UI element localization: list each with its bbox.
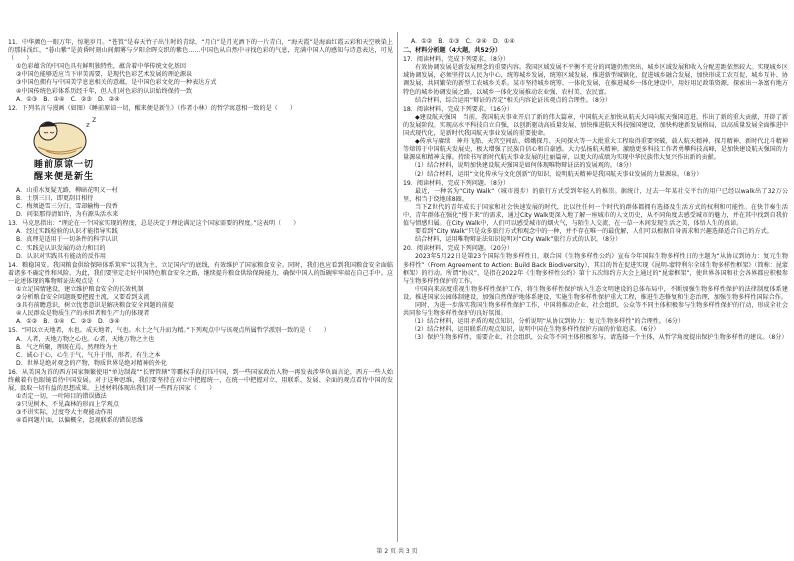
- q14-stem: 14．粮稳国安。我国粮食供给保障体系筑牢“以我为主、立足国内”的底线，有效维护了国家粮食安全。同时，我们也应看到我国粮食安全面临着诸多不确定性和风险。为此，我们要坚定走好中国特色粮食安全之路，继续提升粮食供给保障能力，确保中国人的饭碗牢牢端在自己手中。这一论述体现的唯物辩证法观点是（ ）: [8, 261, 393, 285]
- q17-material: 有效协调发展是新发展理念的重要内容。我国区域发展不平衡不充分的问题仍然突出，城乡区域发展和收入分配差距依然较大。实现城乡区域协调发展，必须坚持以人民为中心，统筹城乡发展，统筹区域发展，推进新型城镇化，促进城乡融合发展，加快形成工农互促、城乡互补、协调发展、共同繁荣的新型工农城乡关系。某市坚持城乡统筹、一体化发展，在推进城乡一体化建设中，用好用足政策资源，探索出一条富有地方特色的城乡协调发展之路，以城乡一体化发展推动农业强、农村美、农民富。: [403, 64, 788, 96]
- q20-requirement-1: （1）结合材料，运用矛盾的观点知识，分析说明“从协议到协力：复元生物多样性”的合理性。（6分）: [411, 318, 685, 326]
- q11-option-4: ④中国传统色彩体系历经千年，但人们对色彩的认识始终保持一致: [16, 87, 193, 95]
- column-divider: [397, 32, 398, 542]
- q16-option-4: ④看问题片面，以偏概全，忽视联系的错误思维: [16, 417, 144, 425]
- q11-option-3: ③中国色拥有与中国美学息息相关的意蕴，是中国色彩文化的一种表达方式: [16, 79, 217, 87]
- q14-option-2: ②分析粮食安全问题既要把握主流，又要看到支流: [16, 294, 150, 302]
- q16-choices: A．①② B．①③ C．②④ D．①④: [411, 38, 515, 45]
- q13-option-c: C．实践是认识发展的动力和目的: [16, 244, 106, 252]
- q20-requirement-3: （3）保护生物多样性，需要企业、社会组织、公众等不同主体积极参与。请选择一个主体，从哲学角度提出保护生物多样性的建议。（8分）: [411, 334, 788, 342]
- q13-option-b: B．真理是适用于一切条件的科学认识: [16, 236, 118, 244]
- q20-material-1: 2023年5月22日是第23个国际生物多样性日，联合国《生物多样性公约》宣布今年国际生物多样性日的主题为“从协议到协力：复元生物多样性”（From Agreement to Action: Build Back Biodiversity），其目的旨在促进实现《昆明-蒙特利尔全球生物多样性框架》（简称：昆蒙框架）的行动。所谓“协议”，是指在2022年《生物多样性公约》第十五次缔约方大会上通过的“昆蒙框架”，使世界各国和社会各界都应积极参与生物多样性保护的工作。: [403, 253, 788, 285]
- q14-option-4: ④人民群众是物质生产的承担者和生产力的体现者: [16, 310, 150, 318]
- cartoon-illustration: [26, 115, 136, 185]
- q11-option-2: ②中国色能够适应当下审美需要，是现代色彩艺术发展的理论源泉: [16, 71, 193, 79]
- q12-option-c: C．梅须逊雪三分白，雪却输梅一段香: [16, 203, 118, 211]
- right-column: [403, 38, 788, 342]
- q13-option-a: A．经过实践检验的认识才能指导实践: [16, 228, 118, 236]
- q14-option-1: ①立足国情建设，建立维护粮食安全的长效机制: [16, 285, 144, 293]
- q14-choices: A．①② B．①④ C．②③ D．③④: [16, 318, 120, 326]
- q11-stem: 11．中华颜色一眼万年，惊艳岁月。“苍筤”是春天竹子出生时的青绿，“月白”是月光洒下的一片青白，“海天霞”是海面红霞云彩和天空映染上的那抹浅红，“暮山紫”是黄昏时刻山间烟雾与夕阳余晖交织的紫色……中国色从自然中寻找色彩的气息，充满中国人的感知与诗意表达，可见（ ）: [8, 39, 393, 63]
- q12-option-a: A．山重水复疑无路，柳暗花明又一村: [16, 186, 118, 194]
- q14-option-3: ③具有前瞻意识，树立忧患意识是解决粮食安全问题的前提: [16, 302, 174, 310]
- q11-choices: A．①③ B．①④ C．②③ D．②④: [16, 95, 120, 103]
- sleeping-child-cartoon: [26, 115, 136, 161]
- q20-requirement-2: （2）结合材料，运用联系的观点知识，说明中国在生物多样性保护方面的价值追求。（6分）: [411, 326, 660, 334]
- svg-text:z: z: [92, 114, 97, 124]
- cartoon-caption-line2: 醒来便是新生: [34, 171, 95, 182]
- q11-option-1: ①色彩蕴含的中国色具有鲜明独特性，蕴含着中华传统文化基因: [16, 63, 186, 71]
- q15-option-c: C．诚心于心，心生于气，气升于形，形者，有生之本: [16, 351, 161, 359]
- q15-option-d: D．世界是绝对观念的产物，物质世界是绝对精神的外化: [16, 359, 167, 367]
- q13-option-d: D．认识对实践具有能动的反作用: [16, 252, 107, 260]
- q19-material-3: 要看到“City Walk”只是众多旅行方式和观念中的一种，并不存在唯一的最优解，人们可以根据自身需求和兴趣选择适合自己的方式。: [415, 228, 773, 236]
- q12-stem: 12．下列名言与漫画（如图）《睡前原谅一切，醒来便是新生》（作者小林）的哲学寓意相一致的是（ ）: [8, 104, 297, 112]
- q18-requirement-1: （1）结合材料，说明加快建设航天强国是如何体现唯物辩证法的发展观的。（8分）: [411, 162, 636, 170]
- cartoon-caption-line1: 睡前原谅一切: [34, 159, 95, 170]
- q19-material-1: 最近，一种名为“City Walk”（城市漫步）的旅行方式受到年轻人的推崇。据统计，过去一年某社交平台的用户已经以walk出了32万公里，相当于绕地球8圈。: [403, 187, 788, 203]
- q15-option-a: A．人者，天地万物之心也。心者，天地万物之主也: [16, 335, 155, 343]
- q20-material-2: 中国向来高度重视生物多样性保护工作，将生物多样性保护纳入生态文明建设的总体布局中，不断加强生物多样性保护的法律制度体系建设，推进国家公园体制建设，加强自然保护地体系建设，实施生物多样性保护重大工程，推进生态修复和生态治理，加强生物多样性国际合作。: [403, 285, 788, 301]
- section-2-title: 二、材料分析题（4大题，共52分）: [403, 47, 502, 55]
- q20-head: 20．阅读材料，完成下列问题。（20分）: [403, 245, 513, 253]
- q19-head: 19．阅读材料，完成下列问题。（8分）: [403, 179, 510, 187]
- q16-option-1: ①否定一切，一叶障目的错误做法: [16, 393, 107, 401]
- q18-head: 18．阅读材料，完成下列要求。（16分）: [403, 105, 513, 113]
- q20-material-3: 同时，为进一步落实我国生物多样性保护工作，中国将推动企业、社会组织、公众等不同主体积极参与生物多样性保护的行动，形成全社会共同参与生物多样性保护的良好氛围。: [403, 302, 788, 318]
- page-footer: 第 2 页 共 3 页: [376, 548, 418, 555]
- q18-requirement-2: （2）结合材料，运用“文化传承与文化创新”的知识，说明航天精神是我国航天事业发展的力量源泉。（8分）: [411, 170, 703, 178]
- q12-option-b: B．士别三日，即更刮目相待: [16, 194, 94, 202]
- q18-material-1: ◆建设航天强国 当前，我国航天事业开启了新的伟大篇章，中国航天正加快从航天大国向航天强国迈进，作出了新的重大贡献，开辟了新的发展阶段。实现高水平科技自立自强，以创新驱动高质量发展，加快推进航天科技强国建设，加快构建新发展格局，以高质量发展全面推进中国式现代化，是新时代我国航天事业发展的重要使命。: [403, 113, 788, 138]
- q15-stem: 15．“同以立天地者，水也。成天地者，气也。水土之气升而为精。”下列观点中与该观点所属哲学派别一致的是（ ）: [8, 327, 330, 335]
- q17-requirement: 结合材料，综合运用“辩证的否定”相关内容论证该观点的合理性。（8分）: [415, 96, 612, 104]
- q16-option-3: ③不讲实际，过度夸大主观能动作用: [16, 409, 113, 417]
- q16-stem: 16．从美国为首的西方国家频繁使用“单边制裁”“长臂管辖”等霸权手段打压中国，到一些国家政治人物一再发表涉华负面言论，西方一些人始终戴着有色眼镜看待中国发展。对于这种思维，我们要坚持在对立中把握统一，在统一中把握对立，用联系、发展、全面的观点看待中国的发展，汲取一切有益的思想成果。上述材料体现出我们对一些西方国家（ ）: [8, 368, 393, 393]
- q19-material-2: 当下Z世代的青年成长于国家和社会快速发展的时代，比以往任何一个时代的群体都拥有选择及生活方式的权利和可能性。在快节奏生活中，青年群体在强化“慢下来”的需求，通过City Walk更深入地了解一座城市的人文历史，从不同角度去感受城市的魅力，并在其中找到自我价值与情感归属。在City Walk中，人们可以感受城市的烟火气，与陌生人交流，在一草一木间发现生活之美，体悟人生的真谛。: [403, 203, 788, 228]
- q12-option-d: D．问渠那得清如许，为有源头活水来: [16, 211, 119, 219]
- q15-option-b: B．气之所聚，理既在焉，然理终为主: [16, 343, 118, 351]
- q18-material-2: ◆传承与赓续 神舟飞船、天宫空间站、嫦娥探月、天问探火等一大批重大工程取得重要突破，载人航天精神、探月精神、新时代北斗精神等熔铸于中国航天发展史，极大增强了民族自信心和自豪感。大力弘扬航天精神，激励更多科技工作者勇攀科技高峰，是加快建设航天强国的力量源泉和精神支撑。持续书写新时代航天事业发展的壮丽篇章，以更大的成绩为实现中华民族伟大复兴作出新的贡献。: [403, 138, 788, 162]
- q13-stem: 13．马克思指出：“理论在一个国家实现的程度，总是决定于理论满足这个国家需要的程度。”这表明（ ）: [8, 220, 300, 228]
- svg-text:z: z: [86, 120, 90, 129]
- q17-head: 17．阅读材料，完成下列要求。（8分）: [403, 56, 510, 64]
- q19-requirement: 结合材料，运用唯物辩证法知识说明对“City Walk”旅行方式的认识。（8分）: [415, 236, 622, 244]
- q16-option-2: ②只见树木，不见森林的形而上学观点: [16, 401, 119, 409]
- left-column: [8, 38, 393, 426]
